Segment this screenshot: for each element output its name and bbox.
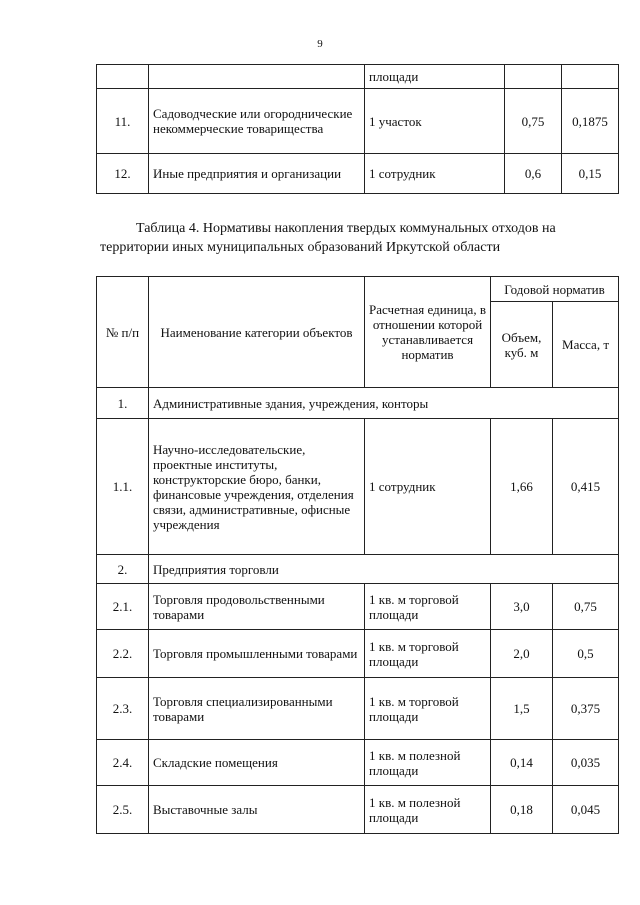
category-name xyxy=(149,65,365,89)
table-row xyxy=(97,786,619,834)
table-row xyxy=(97,630,619,678)
mass-cell: 0,5 xyxy=(553,630,619,678)
unit-cell: 1 кв. м полезной площади xyxy=(365,740,491,786)
header-annual: Годовой норматив xyxy=(491,277,619,302)
unit-cell: 1 кв. м торговой площади xyxy=(365,630,491,678)
mass-cell: 0,045 xyxy=(553,786,619,834)
table-row xyxy=(97,154,619,194)
header-name: Наименование категории объектов xyxy=(149,277,365,388)
caption-line-2: территории иных муниципальных образований Иркутской области xyxy=(100,240,501,255)
category-name: Торговля продовольственными товарами xyxy=(149,584,365,630)
category-name: Садоводческие или огороднические некоммерческие товарищества xyxy=(149,89,365,154)
header-row xyxy=(97,277,619,302)
category-name: Научно-исследовательские, проектные институты, конструкторские бюро, банки, финансовые учреждения, отделения связи, административные, офисные учреждения xyxy=(149,419,365,555)
volume-cell: 0,6 xyxy=(505,154,562,194)
header-num: № п/п xyxy=(97,277,149,388)
mass-cell: 0,15 xyxy=(562,154,619,194)
header-mass: Масса, т xyxy=(553,302,619,388)
volume-cell: 2,0 xyxy=(491,630,553,678)
row-number: 2.1. xyxy=(97,584,149,630)
mass-cell: 0,415 xyxy=(553,419,619,555)
row-number: 1. xyxy=(97,388,149,419)
unit-cell: 1 сотрудник xyxy=(365,419,491,555)
section-row xyxy=(97,555,619,584)
category-name: Складские помещения xyxy=(149,740,365,786)
section-row xyxy=(97,388,619,419)
table-row xyxy=(97,419,619,555)
caption-line-1: Таблица 4. Нормативы накопления твердых коммунальных отходов на xyxy=(136,221,556,236)
table-row xyxy=(97,740,619,786)
unit-cell: 1 участок xyxy=(365,89,505,154)
table-row xyxy=(97,678,619,740)
section-title: Предприятия торговли xyxy=(149,555,619,584)
row-number: 2.4. xyxy=(97,740,149,786)
row-number: 2.2. xyxy=(97,630,149,678)
category-name: Торговля специализированными товарами xyxy=(149,678,365,740)
table-row xyxy=(97,89,619,154)
category-name: Иные предприятия и организации xyxy=(149,154,365,194)
unit-cell: 1 сотрудник xyxy=(365,154,505,194)
header-volume: Объем, куб. м xyxy=(491,302,553,388)
section-title: Административные здания, учреждения, конторы xyxy=(149,388,619,419)
volume-cell: 0,18 xyxy=(491,786,553,834)
table-caption xyxy=(100,219,620,257)
category-name: Выставочные залы xyxy=(149,786,365,834)
volume-cell: 1,5 xyxy=(491,678,553,740)
row-number: 1.1. xyxy=(97,419,149,555)
volume-cell: 1,66 xyxy=(491,419,553,555)
volume-cell xyxy=(505,65,562,89)
category-name: Торговля промышленными товарами xyxy=(149,630,365,678)
row-number xyxy=(97,65,149,89)
table-row xyxy=(97,584,619,630)
unit-cell: 1 кв. м полезной площади xyxy=(365,786,491,834)
unit-cell: площади xyxy=(365,65,505,89)
mass-cell: 0,75 xyxy=(553,584,619,630)
norms-table xyxy=(96,276,619,834)
row-number: 12. xyxy=(97,154,149,194)
volume-cell: 0,75 xyxy=(505,89,562,154)
row-number: 11. xyxy=(97,89,149,154)
page-number: 9 xyxy=(317,38,323,50)
mass-cell: 0,035 xyxy=(553,740,619,786)
continued-table xyxy=(96,64,619,194)
mass-cell xyxy=(562,65,619,89)
unit-cell: 1 кв. м торговой площади xyxy=(365,584,491,630)
mass-cell: 0,1875 xyxy=(562,89,619,154)
header-unit: Расчетная единица, в отношении которой устанавливается норматив xyxy=(365,277,491,388)
table-row xyxy=(97,65,619,89)
volume-cell: 0,14 xyxy=(491,740,553,786)
row-number: 2. xyxy=(97,555,149,584)
volume-cell: 3,0 xyxy=(491,584,553,630)
unit-cell: 1 кв. м торговой площади xyxy=(365,678,491,740)
mass-cell: 0,375 xyxy=(553,678,619,740)
row-number: 2.5. xyxy=(97,786,149,834)
row-number: 2.3. xyxy=(97,678,149,740)
